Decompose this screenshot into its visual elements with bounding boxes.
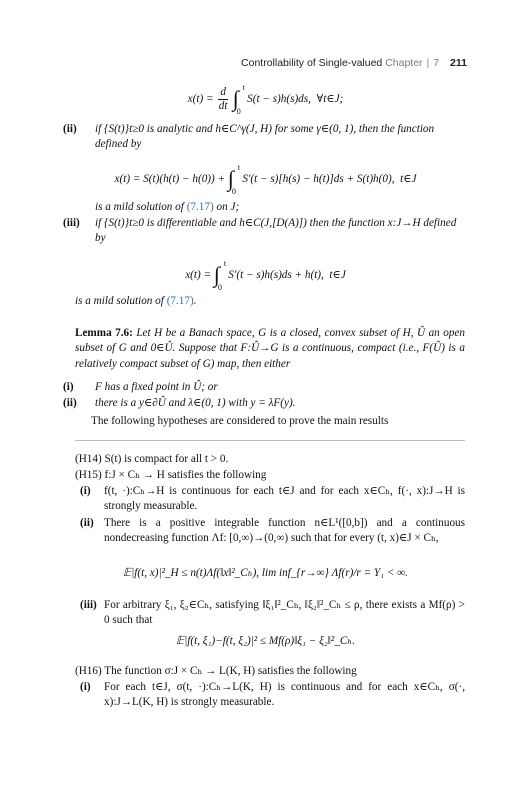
hypothesis-h14: (H14) S(t) is compact for all t > 0.: [75, 453, 229, 465]
ref-7-17[interactable]: (7.17): [186, 201, 214, 213]
equation-1: x(t) = $\frac{d}{dt}$ ∫ t 0 S(t − s)h(s)ds, ∀t∈J;: [187, 83, 344, 116]
h16-condition-i: (i) For each t∈J, σ(t, ·):Cₕ→L(K, H) is continuous and for each x∈Cₕ, σ(·, x):J→L(K, H) is strongly measurable.: [80, 681, 465, 709]
equation-3: x(t) = ∫ t 0 S′(t − s)h(s)ds + h(t), t∈J: [185, 259, 346, 292]
h15-condition-i: (i) f(t, ·):Cₕ→H is continuous for each t∈J and for each x∈Cₕ, f(·, x):J→H is strongly measurable.: [80, 485, 465, 513]
hypotheses-intro: The following hypotheses are considered to prove the main results: [91, 415, 389, 427]
mild-solution-iii: is a mild solution of (7.17).: [75, 295, 197, 307]
header-title: Controllability of Single-valued: [241, 57, 383, 69]
divider: [75, 440, 465, 441]
ref-7-17[interactable]: (7.17): [166, 295, 194, 307]
lemma-7-6: Lemma 7.6: Let H be a Banach space, G is a closed, convex subset of H, Û an open subset of G and 0∈Û. Suppose that F:Û→G is a continuous, compact (i.e., F(Û) is a relatively compact subset of G) map, then either: [75, 327, 465, 370]
running-header: Controllability of Single-valued Chapter | 7 211: [241, 57, 467, 69]
lemma-label: Lemma 7.6:: [75, 327, 133, 339]
page-number: 211: [450, 57, 467, 69]
hypothesis-h16: (H16) The function σ:J × Cₕ → L(K, H) satisfies the following: [75, 665, 357, 677]
condition-ii: (ii) if {S(t)}t≥0 is analytic and h∈C^γ(J, H) for some γ∈(0, 1), then the function defined by: [63, 123, 435, 151]
equation-5: 𝔼|f(t, ξ₁)−f(t, ξ₂)|² ≤ Mf(ρ)‖ξ₁ − ξ₂‖²_Cₕ.: [176, 635, 355, 647]
header-chapter: Chapter: [385, 57, 423, 69]
equation-2: x(t) = S(t)(h(t) − h(0)) + ∫ t 0 S′(t − s)[h(s) − h(t)]ds + S(t)h(0), t∈J: [114, 163, 417, 196]
lemma-option-ii: (ii) there is a y∈∂Û and λ∈(0, 1) with y = λF(y).: [63, 397, 296, 409]
h15-condition-iii: (iii) For arbitrary ξ₁, ξ₂∈Cₕ, satisfying ‖ξ₁‖²_Cₕ, ‖ξ₂‖²_Cₕ ≤ ρ, there exists a Mf(ρ) > 0 such that: [80, 599, 465, 627]
header-chapter-num: 7: [433, 57, 440, 69]
hypothesis-h15: (H15) f:J × Cₕ → H satisfies the following: [75, 469, 267, 481]
condition-iii: (iii) if {S(t)}t≥0 is differentiable and h∈C(J,[D(A)]) then the function x:J→H defined by: [63, 217, 457, 245]
equation-4: 𝔼|f(t, x)|²_H ≤ n(t)Λf(‖x‖²_Cₕ), lim inf_{r→∞} Λf(r)/r = Υ₁ < ∞.: [123, 567, 408, 579]
lemma-option-i: (i) F has a fixed point in Û; or: [63, 381, 218, 393]
h15-condition-ii: (ii) There is a positive integrable function n∈L¹([0,b]) and a continuous nondecreasing function Λf: [0,∞)→(0,∞) such that for every (t, x)∈J × Cₕ,: [80, 517, 465, 545]
mild-solution-ii: is a mild solution of (7.17) on J;: [95, 201, 240, 213]
